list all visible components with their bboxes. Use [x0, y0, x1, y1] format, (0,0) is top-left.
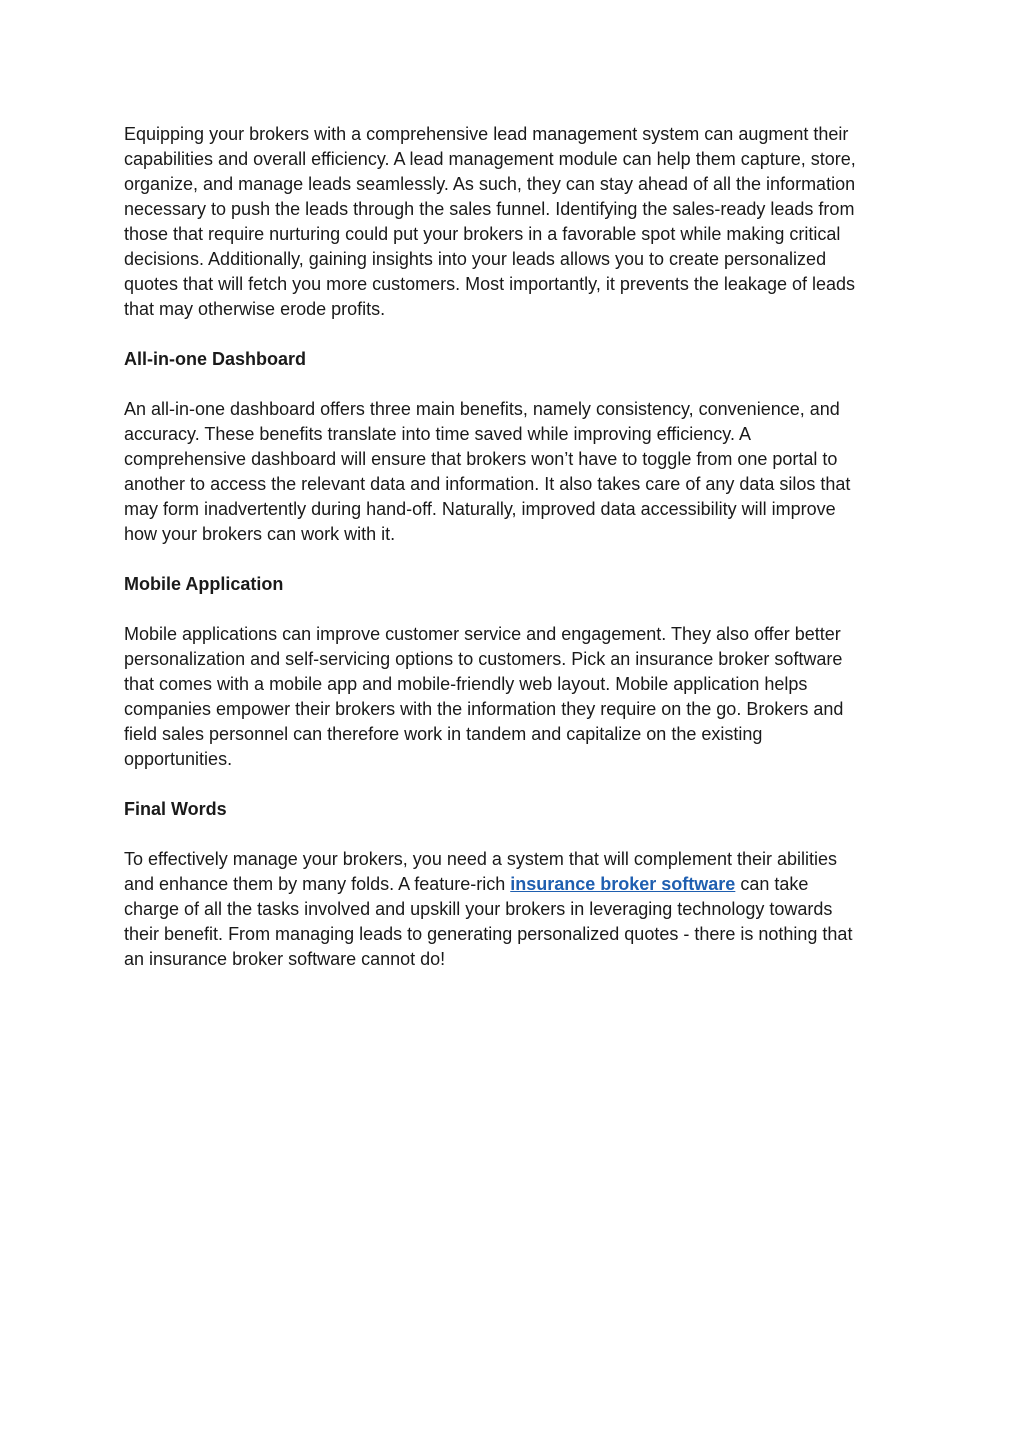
paragraph-line: To effectively manage your brokers, you need a system that will complement their abilities	[124, 849, 838, 869]
final-words-paragraph	[124, 847, 914, 972]
section-heading-final-words: Final Words	[124, 799, 227, 819]
paragraph-line: how your brokers can work with it.	[124, 524, 396, 544]
section-heading-mobile-application: Mobile Application	[124, 574, 284, 594]
paragraph-line: quotes that will fetch you more customers. Most importantly, it prevents the leakage of leads	[124, 274, 856, 294]
paragraph-line: companies empower their brokers with the information they require on the go. Brokers and	[124, 699, 844, 719]
paragraph-line: Equipping your brokers with a comprehensive lead management system can augment their	[124, 124, 849, 144]
paragraph-line: organize, and manage leads seamlessly. As such, they can stay ahead of all the information	[124, 174, 856, 194]
paragraph-line: those that require nurturing could put your brokers in a favorable spot while making critical	[124, 224, 841, 244]
paragraph-line: an insurance broker software cannot do!	[124, 949, 446, 969]
link-preceding-text: and enhance them by many folds. A feature-rich	[124, 874, 511, 894]
insurance-broker-software-link[interactable]: insurance broker software	[510, 874, 736, 894]
paragraph-line: charge of all the tasks involved and upskill your brokers in leveraging technology towards	[124, 899, 833, 919]
paragraph-line: opportunities.	[124, 749, 233, 769]
paragraph-line: that may otherwise erode profits.	[124, 299, 386, 319]
dashboard-paragraph	[124, 397, 914, 547]
paragraph-line: decisions. Additionally, gaining insights into your leads allows you to create personalized	[124, 249, 827, 269]
paragraph-line: field sales personnel can therefore work in tandem and capitalize on the existing	[124, 724, 763, 744]
paragraph-line: another to access the relevant data and information. It also takes care of any data silos that	[124, 474, 851, 494]
link-following-text: can take	[735, 874, 809, 894]
paragraph-line: accuracy. These benefits translate into time saved while improving efficiency. A	[124, 424, 751, 444]
paragraph-line: that comes with a mobile app and mobile-friendly web layout. Mobile application helps	[124, 674, 808, 694]
paragraph-line: capabilities and overall efficiency. A lead management module can help them capture, store,	[124, 149, 856, 169]
paragraph-line-with-link	[124, 872, 914, 897]
paragraph-line: necessary to push the leads through the sales funnel. Identifying the sales-ready leads from	[124, 199, 855, 219]
mobile-application-paragraph	[124, 622, 914, 772]
paragraph-line: may form inadvertently during hand-off. Naturally, improved data accessibility will improve	[124, 499, 836, 519]
paragraph-line: comprehensive dashboard will ensure that brokers won’t have to toggle from one portal to	[124, 449, 838, 469]
paragraph-line: An all-in-one dashboard offers three main benefits, namely consistency, convenience, and	[124, 399, 840, 419]
paragraph-line: personalization and self-servicing options to customers. Pick an insurance broker software	[124, 649, 843, 669]
paragraph-line: Mobile applications can improve customer service and engagement. They also offer better	[124, 624, 841, 644]
document-body	[124, 122, 914, 997]
paragraph-line: their benefit. From managing leads to generating personalized quotes - there is nothing that	[124, 924, 853, 944]
intro-paragraph	[124, 122, 914, 322]
section-heading-dashboard: All-in-one Dashboard	[124, 349, 307, 369]
